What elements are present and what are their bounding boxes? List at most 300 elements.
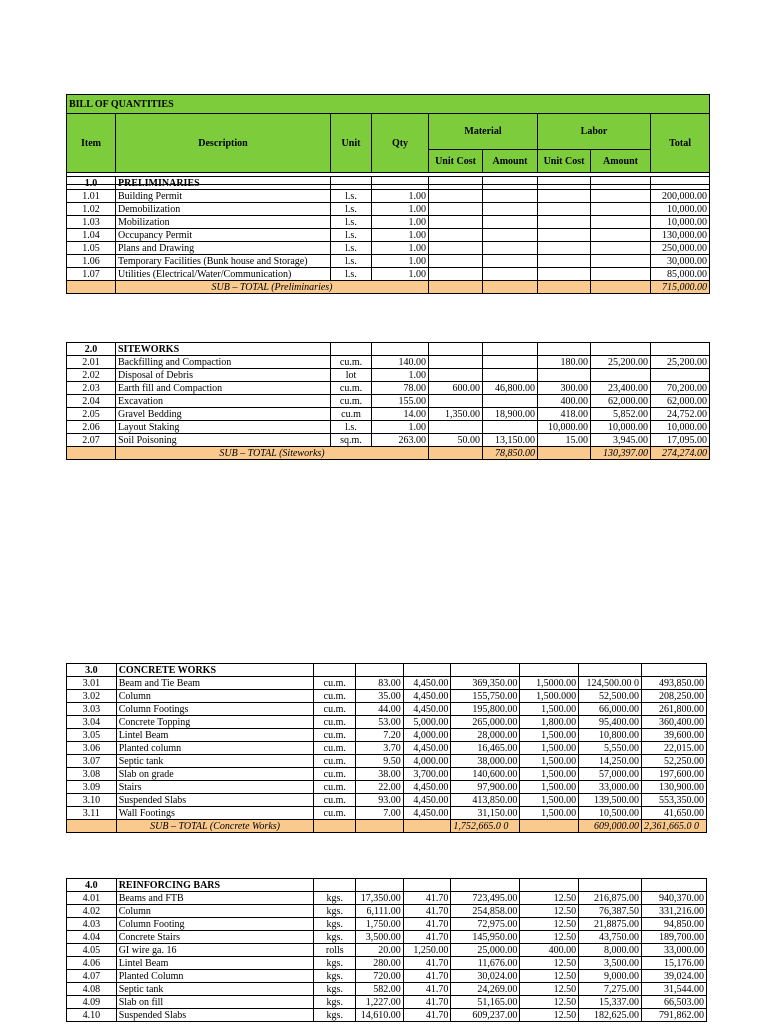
- material-unit-cost-cell: [429, 242, 483, 255]
- col-qty-header: Qty: [372, 114, 429, 173]
- description-cell: Lintel Beam: [116, 957, 314, 970]
- item-no-cell: 3.09: [67, 781, 117, 794]
- subtotal-row: [67, 820, 707, 833]
- table-row: [67, 781, 707, 794]
- qty-cell: 14.00: [372, 408, 429, 421]
- empty-cell: [429, 177, 483, 190]
- labor-amount-cell: 10,000.00: [591, 421, 651, 434]
- subtotal-labor: [591, 281, 651, 294]
- labor-unit-cost-cell: 12.50: [520, 983, 579, 996]
- unit-cell: cu.m.: [331, 395, 372, 408]
- labor-unit-cost-cell: [538, 242, 591, 255]
- labor-unit-cost-cell: 400.00: [538, 395, 591, 408]
- material-amount-cell: 30,024.00: [451, 970, 520, 983]
- material-unit-cost-cell: [429, 421, 483, 434]
- table-row: [67, 382, 710, 395]
- item-no-cell: 2.04: [67, 395, 116, 408]
- section-title-row: [67, 879, 707, 892]
- description-cell: Occupancy Permit: [116, 229, 331, 242]
- item-no-cell: 1.03: [67, 216, 116, 229]
- material-unit-cost-cell: [429, 229, 483, 242]
- qty-cell: 1.00: [372, 255, 429, 268]
- table-row: [67, 408, 710, 421]
- table-row: [67, 768, 707, 781]
- item-no-cell: 3.01: [67, 677, 117, 690]
- qty-cell: 140.00: [372, 356, 429, 369]
- description-cell: Column: [116, 905, 314, 918]
- qty-cell: 1.00: [372, 190, 429, 203]
- table-row: [67, 421, 710, 434]
- table-row: [67, 677, 707, 690]
- qty-cell: 1.00: [372, 369, 429, 382]
- qty-cell: 263.00: [372, 434, 429, 447]
- unit-cell: kgs.: [314, 996, 356, 1009]
- total-cell: 22,015.00: [642, 742, 707, 755]
- description-cell: Planted Column: [116, 970, 314, 983]
- labor-unit-cost-cell: 12.50: [520, 970, 579, 983]
- item-no-cell: 2.07: [67, 434, 116, 447]
- table-row: [67, 716, 707, 729]
- labor-unit-cost-cell: 1,500.00: [520, 781, 579, 794]
- material-amount-header: Amount: [483, 150, 538, 173]
- description-cell: Gravel Bedding: [116, 408, 331, 421]
- qty-cell: 44.00: [356, 703, 404, 716]
- unit-cell: rolls: [314, 944, 356, 957]
- qty-cell: 1.00: [372, 203, 429, 216]
- subtotal-labor: 130,397.00: [591, 447, 651, 460]
- unit-cell: cu.m.: [314, 677, 356, 690]
- labor-unit-cost-cell: 1,500.00: [520, 755, 579, 768]
- item-no-cell: 4.03: [67, 918, 117, 931]
- labor-unit-cost-cell: 15.00: [538, 434, 591, 447]
- material-unit-cost-cell: 41.70: [403, 918, 451, 931]
- labor-unit-cost-cell: [538, 268, 591, 281]
- labor-amount-cell: [591, 190, 651, 203]
- empty-cell: [591, 177, 651, 190]
- material-amount-cell: 265,000.00: [451, 716, 520, 729]
- description-cell: Suspended Slabs: [116, 1009, 314, 1022]
- empty-cell: [67, 820, 117, 833]
- empty-cell: [538, 177, 591, 190]
- unit-cell: l.s.: [331, 268, 372, 281]
- item-no-cell: 4.05: [67, 944, 117, 957]
- labor-unit-cost-cell: [538, 216, 591, 229]
- material-unit-cost-cell: [429, 369, 483, 382]
- total-cell: 200,000.00: [651, 190, 710, 203]
- item-no-cell: 3.10: [67, 794, 117, 807]
- unit-cell: kgs.: [314, 905, 356, 918]
- labor-amount-header: Amount: [591, 150, 651, 173]
- labor-amount-cell: 52,500.00: [579, 690, 642, 703]
- labor-unit-cost-cell: [538, 229, 591, 242]
- labor-amount-cell: 23,400.00: [591, 382, 651, 395]
- subtotal-total: 2,361,665.0 0: [642, 820, 707, 833]
- table-row: [67, 794, 707, 807]
- material-unit-cost-cell: 4,450.00: [403, 781, 451, 794]
- total-cell: 66,503.00: [642, 996, 707, 1009]
- labor-unit-cost-cell: 12.50: [520, 931, 579, 944]
- item-no-cell: 2.03: [67, 382, 116, 395]
- total-cell: 31,544.00: [642, 983, 707, 996]
- material-amount-cell: 31,150.00: [451, 807, 520, 820]
- total-cell: 30,000.00: [651, 255, 710, 268]
- subtotal-labor: 609,000.00: [579, 820, 642, 833]
- labor-amount-cell: [591, 268, 651, 281]
- empty-cell: [67, 281, 116, 294]
- section-title: PRELIMINARIES: [116, 177, 331, 190]
- item-no-cell: 3.04: [67, 716, 117, 729]
- material-amount-cell: 25,000.00: [451, 944, 520, 957]
- material-unit-cost-cell: [429, 395, 483, 408]
- labor-unit-cost-cell: [538, 190, 591, 203]
- labor-unit-cost-cell: 1,500.00: [520, 703, 579, 716]
- material-unit-cost-cell: 41.70: [403, 983, 451, 996]
- empty-cell: [314, 820, 356, 833]
- total-cell: 33,000.00: [642, 944, 707, 957]
- unit-cell: cu.m.: [314, 781, 356, 794]
- unit-cell: l.s.: [331, 229, 372, 242]
- material-unit-cost-cell: [429, 216, 483, 229]
- labor-amount-cell: [591, 369, 651, 382]
- labor-unit-cost-cell: 1,500.00: [520, 807, 579, 820]
- description-cell: Column: [116, 690, 314, 703]
- description-cell: Concrete Topping: [116, 716, 314, 729]
- qty-cell: 582.00: [356, 983, 404, 996]
- labor-unit-cost-cell: 12.50: [520, 957, 579, 970]
- empty-cell: [591, 343, 651, 356]
- unit-cell: sq.m.: [331, 434, 372, 447]
- item-no-cell: 4.06: [67, 957, 117, 970]
- empty-cell: [403, 820, 451, 833]
- item-no-cell: 3.03: [67, 703, 117, 716]
- labor-amount-cell: 216,875.00: [579, 892, 642, 905]
- subtotal-material: [483, 281, 538, 294]
- total-cell: 553,350.00: [642, 794, 707, 807]
- subtotal-label: SUB – TOTAL (Preliminaries): [116, 281, 429, 294]
- item-no-cell: 2.01: [67, 356, 116, 369]
- empty-cell: [403, 664, 451, 677]
- item-no-cell: 1.04: [67, 229, 116, 242]
- unit-cell: cu.m.: [314, 794, 356, 807]
- qty-cell: 3,500.00: [356, 931, 404, 944]
- material-amount-cell: 155,750.00: [451, 690, 520, 703]
- material-unit-cost-cell: 4,450.00: [403, 703, 451, 716]
- material-unit-cost-cell: 600.00: [429, 382, 483, 395]
- material-unit-cost-cell: [429, 268, 483, 281]
- empty-cell: [538, 343, 591, 356]
- qty-cell: 1,750.00: [356, 918, 404, 931]
- material-amount-cell: 145,950.00: [451, 931, 520, 944]
- material-amount-cell: [483, 242, 538, 255]
- labor-unit-cost-cell: 1,500.00: [520, 768, 579, 781]
- unit-cell: cu.m: [331, 408, 372, 421]
- qty-cell: 1.00: [372, 268, 429, 281]
- empty-cell: [538, 447, 591, 460]
- material-amount-cell: 13,150.00: [483, 434, 538, 447]
- total-cell: 94,850.00: [642, 918, 707, 931]
- total-cell: 197,600.00: [642, 768, 707, 781]
- table-row: [67, 931, 707, 944]
- labor-amount-cell: [591, 255, 651, 268]
- unit-cell: cu.m.: [314, 703, 356, 716]
- qty-cell: 6,111.00: [356, 905, 404, 918]
- description-cell: Lintel Beam: [116, 729, 314, 742]
- empty-cell: [331, 343, 372, 356]
- description-cell: Excavation: [116, 395, 331, 408]
- table-row: [67, 1009, 707, 1022]
- labor-unit-cost-cell: [538, 255, 591, 268]
- section-number: 1.0: [67, 177, 116, 190]
- unit-cell: kgs.: [314, 1009, 356, 1022]
- description-cell: Temporary Facilities (Bunk house and Storage): [116, 255, 331, 268]
- section-title-row: [67, 343, 710, 356]
- total-cell: 189,700.00: [642, 931, 707, 944]
- subtotal-total: 274,274.00: [651, 447, 710, 460]
- description-cell: Soil Poisoning: [116, 434, 331, 447]
- labor-unit-cost-cell: 12.50: [520, 1009, 579, 1022]
- section-title-row: [67, 664, 707, 677]
- labor-amount-cell: 5,550.00: [579, 742, 642, 755]
- material-unit-cost-cell: 41.70: [403, 892, 451, 905]
- material-unit-cost-cell: 4,000.00: [403, 755, 451, 768]
- total-cell: 331,216.00: [642, 905, 707, 918]
- section-title: CONCRETE WORKS: [116, 664, 314, 677]
- description-cell: Layout Staking: [116, 421, 331, 434]
- material-unit-cost-cell: 4,450.00: [403, 794, 451, 807]
- table-row: [67, 369, 710, 382]
- labor-amount-cell: 124,500.00 0: [579, 677, 642, 690]
- item-no-cell: 2.02: [67, 369, 116, 382]
- table-row: [67, 203, 710, 216]
- item-no-cell: 4.09: [67, 996, 117, 1009]
- description-cell: Stairs: [116, 781, 314, 794]
- material-unit-cost-cell: 41.70: [403, 931, 451, 944]
- labor-amount-cell: 7,275.00: [579, 983, 642, 996]
- table-row: [67, 957, 707, 970]
- table-row: [67, 434, 710, 447]
- total-cell: 10,000.00: [651, 203, 710, 216]
- material-unit-cost-cell: 41.70: [403, 957, 451, 970]
- empty-cell: [520, 820, 579, 833]
- empty-cell: [331, 177, 372, 190]
- item-no-cell: 1.06: [67, 255, 116, 268]
- item-no-cell: 1.02: [67, 203, 116, 216]
- labor-amount-cell: 21,8875.00: [579, 918, 642, 931]
- total-cell: 24,752.00: [651, 408, 710, 421]
- item-no-cell: 4.07: [67, 970, 117, 983]
- total-cell: 940,370.00: [642, 892, 707, 905]
- total-cell: 85,000.00: [651, 268, 710, 281]
- material-unit-cost-header: Unit Cost: [429, 150, 483, 173]
- subtotal-label: SUB – TOTAL (Siteworks): [116, 447, 429, 460]
- material-amount-cell: [483, 356, 538, 369]
- labor-amount-cell: 15,337.00: [579, 996, 642, 1009]
- qty-cell: 1.00: [372, 421, 429, 434]
- qty-cell: 14,610.00: [356, 1009, 404, 1022]
- qty-cell: 20.00: [356, 944, 404, 957]
- material-amount-cell: [483, 369, 538, 382]
- table-row: [67, 690, 707, 703]
- qty-cell: 1.00: [372, 229, 429, 242]
- total-cell: 130,000.00: [651, 229, 710, 242]
- description-cell: Concrete Stairs: [116, 931, 314, 944]
- material-amount-cell: 18,900.00: [483, 408, 538, 421]
- description-cell: Backfilling and Compaction: [116, 356, 331, 369]
- qty-cell: 155.00: [372, 395, 429, 408]
- unit-cell: kgs.: [314, 983, 356, 996]
- item-no-cell: 3.05: [67, 729, 117, 742]
- item-no-cell: 3.11: [67, 807, 117, 820]
- qty-cell: 35.00: [356, 690, 404, 703]
- qty-cell: 22.00: [356, 781, 404, 794]
- description-cell: Utilities (Electrical/Water/Communication): [116, 268, 331, 281]
- material-unit-cost-cell: 3,700.00: [403, 768, 451, 781]
- unit-cell: kgs.: [314, 931, 356, 944]
- description-cell: Planted column: [116, 742, 314, 755]
- empty-cell: [372, 177, 429, 190]
- labor-amount-cell: 66,000.00: [579, 703, 642, 716]
- section-title: SITEWORKS: [116, 343, 331, 356]
- total-cell: 70,200.00: [651, 382, 710, 395]
- material-amount-cell: [483, 203, 538, 216]
- table-row: [67, 268, 710, 281]
- description-cell: Wall Footings: [116, 807, 314, 820]
- material-amount-cell: 195,800.00: [451, 703, 520, 716]
- qty-cell: 7.00: [356, 807, 404, 820]
- table-row: [67, 356, 710, 369]
- material-unit-cost-cell: 4,450.00: [403, 807, 451, 820]
- unit-cell: cu.m.: [314, 807, 356, 820]
- qty-cell: 9.50: [356, 755, 404, 768]
- labor-unit-cost-cell: 1,800.00: [520, 716, 579, 729]
- total-cell: 493,850.00: [642, 677, 707, 690]
- subtotal-row: [67, 281, 710, 294]
- table-row: [67, 807, 707, 820]
- description-cell: Beams and FTB: [116, 892, 314, 905]
- material-amount-cell: 413,850.00: [451, 794, 520, 807]
- material-unit-cost-cell: 41.70: [403, 905, 451, 918]
- subtotal-label: SUB – TOTAL (Concrete Works): [116, 820, 314, 833]
- total-cell: 41,650.00: [642, 807, 707, 820]
- qty-cell: 720.00: [356, 970, 404, 983]
- subtotal-total: 715,000.00: [651, 281, 710, 294]
- empty-cell: [429, 343, 483, 356]
- labor-amount-cell: 62,000.00: [591, 395, 651, 408]
- unit-cell: kgs.: [314, 957, 356, 970]
- material-amount-cell: 24,269.00: [451, 983, 520, 996]
- labor-unit-cost-cell: 400.00: [520, 944, 579, 957]
- empty-cell: [67, 447, 116, 460]
- item-no-cell: 3.02: [67, 690, 117, 703]
- section-siteworks: [66, 342, 710, 460]
- empty-cell: [483, 177, 538, 190]
- labor-amount-cell: 10,800.00: [579, 729, 642, 742]
- unit-cell: lot: [331, 369, 372, 382]
- material-amount-cell: 254,858.00: [451, 905, 520, 918]
- table-row: [67, 242, 710, 255]
- item-no-cell: 1.05: [67, 242, 116, 255]
- total-cell: 62,000.00: [651, 395, 710, 408]
- labor-unit-cost-cell: [538, 369, 591, 382]
- unit-cell: cu.m.: [314, 768, 356, 781]
- col-item-header: Item: [67, 114, 116, 173]
- section-title-row: [67, 177, 710, 190]
- material-unit-cost-cell: 41.70: [403, 1009, 451, 1022]
- description-cell: Building Permit: [116, 190, 331, 203]
- material-amount-cell: [483, 216, 538, 229]
- table-row: [67, 996, 707, 1009]
- total-cell: 360,400.00: [642, 716, 707, 729]
- material-unit-cost-cell: 4,450.00: [403, 677, 451, 690]
- total-cell: 10,000.00: [651, 421, 710, 434]
- description-cell: Septic tank: [116, 755, 314, 768]
- table-row: [67, 905, 707, 918]
- description-cell: Slab on grade: [116, 768, 314, 781]
- empty-cell: [642, 879, 707, 892]
- labor-unit-cost-cell: 1,5000.00: [520, 677, 579, 690]
- empty-cell: [451, 664, 520, 677]
- section-preliminaries: [66, 176, 710, 294]
- labor-unit-cost-cell: [538, 203, 591, 216]
- table-row: [67, 395, 710, 408]
- labor-amount-cell: [591, 216, 651, 229]
- unit-cell: kgs.: [314, 892, 356, 905]
- table-row: [67, 216, 710, 229]
- col-total-header: Total: [651, 114, 710, 173]
- labor-amount-cell: 10,500.00: [579, 807, 642, 820]
- labor-unit-cost-cell: 12.50: [520, 892, 579, 905]
- description-cell: Column Footings: [116, 703, 314, 716]
- labor-amount-cell: 8,000.00: [579, 944, 642, 957]
- material-unit-cost-cell: 1,350.00: [429, 408, 483, 421]
- material-unit-cost-cell: [429, 203, 483, 216]
- material-unit-cost-cell: 4,450.00: [403, 742, 451, 755]
- item-no-cell: 4.08: [67, 983, 117, 996]
- material-amount-cell: 51,165.00: [451, 996, 520, 1009]
- table-row: [67, 983, 707, 996]
- qty-cell: 1.00: [372, 242, 429, 255]
- section-number: 4.0: [67, 879, 117, 892]
- table-row: [67, 918, 707, 931]
- material-unit-cost-cell: 50.00: [429, 434, 483, 447]
- col-material-header: Material: [429, 114, 538, 150]
- unit-cell: kgs.: [314, 918, 356, 931]
- empty-cell: [651, 343, 710, 356]
- description-cell: Plans and Drawing: [116, 242, 331, 255]
- table-row: [67, 703, 707, 716]
- empty-cell: [356, 664, 404, 677]
- empty-cell: [451, 879, 520, 892]
- subtotal-material: 1,752,665.0 0: [451, 820, 520, 833]
- table-row: [67, 229, 710, 242]
- description-cell: Disposal of Debris: [116, 369, 331, 382]
- item-no-cell: 1.07: [67, 268, 116, 281]
- item-no-cell: 4.10: [67, 1009, 117, 1022]
- table-row: [67, 944, 707, 957]
- unit-cell: l.s.: [331, 242, 372, 255]
- item-no-cell: 2.06: [67, 421, 116, 434]
- section-number: 3.0: [67, 664, 117, 677]
- description-cell: Earth fill and Compaction: [116, 382, 331, 395]
- labor-amount-cell: 57,000.00: [579, 768, 642, 781]
- unit-cell: l.s.: [331, 255, 372, 268]
- total-cell: 250,000.00: [651, 242, 710, 255]
- labor-amount-cell: 95,400.00: [579, 716, 642, 729]
- qty-cell: 83.00: [356, 677, 404, 690]
- empty-cell: [372, 343, 429, 356]
- table-row: [67, 190, 710, 203]
- total-cell: 10,000.00: [651, 216, 710, 229]
